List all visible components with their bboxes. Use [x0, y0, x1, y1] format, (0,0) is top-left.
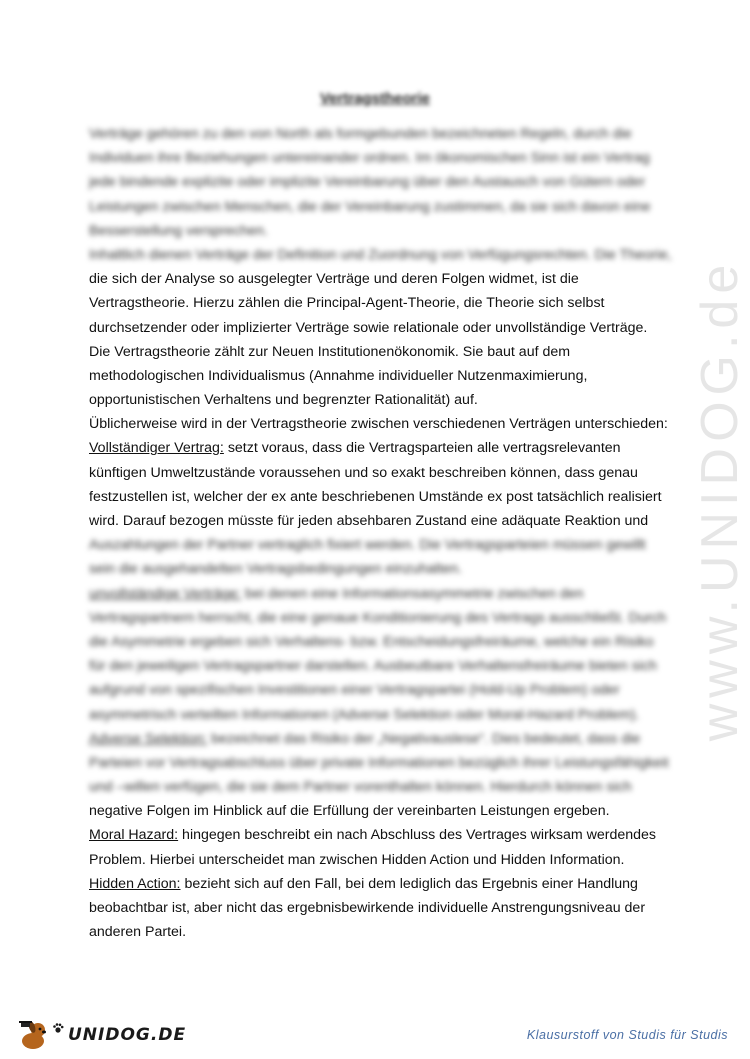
line-text: Besserstellung versprechen.	[89, 222, 269, 239]
dog-logo-icon	[16, 1018, 50, 1052]
text-line	[89, 533, 664, 557]
line-text: die sich der Analyse so ausgelegter Verträge und deren Folgen widmet, ist die	[89, 271, 579, 288]
text-line	[89, 848, 664, 872]
text-line	[89, 485, 664, 509]
text-line	[89, 823, 664, 847]
text-line	[89, 557, 664, 581]
text-line	[89, 582, 664, 606]
line-text: asymmetrisch verteilten Informationen (Adverse Selektion oder Moral-Hazard Problem).	[89, 706, 640, 723]
line-text: negative Folgen im Hinblick auf die Erfüllung der vereinbarten Leistungen ergeben.	[89, 803, 610, 820]
line-text: opportunistischen Verhaltens und begrenzter Rationalität) auf.	[89, 392, 478, 409]
text-line	[89, 388, 664, 412]
line-text: die Asymmetrie ergeben sich Verhaltens- bzw. Entscheidungsfreiräume, welche ein Risiko	[89, 633, 654, 650]
line-text: Verträge gehören zu den von North als formgebunden bezeichneten Regeln, durch die	[89, 126, 632, 142]
text-line	[89, 799, 664, 823]
line-text: sein die ausgehandelten Vertragsbedingungen einzuhalten.	[89, 561, 463, 578]
line-text: Üblicherweise wird in der Vertragstheorie zwischen verschiedenen Verträgen unterschieden:	[89, 416, 668, 433]
text-line	[89, 461, 664, 485]
text-line	[89, 291, 664, 315]
line-text: und –willen verfügen, die sie dem Partner vorenthalten können. Hierdurch können sich	[89, 779, 632, 796]
text-line	[89, 703, 664, 727]
line-text: bezeichnet das Risiko der „Negativauslese“. Dies bedeutet, dass die	[207, 730, 641, 747]
unidog-logo	[16, 1017, 186, 1053]
line-text: Vertragspartnern herrscht, die eine genaue Konditionierung des Vertrags ausschließt. Durch	[89, 609, 667, 626]
term-label: Hidden Action:	[89, 875, 181, 892]
text-line	[89, 775, 664, 799]
text-line	[89, 122, 664, 146]
logo-text: UNIDOG.DE	[68, 1025, 187, 1045]
term-label: Vollständiger Vertrag:	[89, 440, 224, 457]
line-text: Inhaltlich dienen Verträge der Definition und Zuordnung von Verfügungsrechten. Die Theorie,	[89, 246, 672, 263]
text-line	[89, 195, 664, 219]
line-text: setzt voraus, dass die Vertragsparteien alle vertragsrelevanten	[223, 440, 621, 457]
text-line	[89, 920, 664, 944]
text-line	[89, 751, 669, 775]
line-text: jede bindende explizite oder implizite Vereinbarung über den Austausch von Gütern oder	[89, 174, 646, 191]
text-line	[89, 727, 664, 751]
term-label: unvollständige Verträge:	[89, 585, 242, 602]
line-text: Auszahlungen der Partner vertraglich fixiert werden. Die Vertragsparteien müssen gewillt	[89, 537, 646, 554]
footer-slogan: Klausurstoff von Studis für Studis	[526, 1028, 728, 1042]
watermark: www.UNIDOG.de	[691, 258, 749, 742]
line-text: beobachtbar ist, aber nicht das ergebnisbewirkende individuelle Anstrengungsniveau der	[89, 900, 646, 916]
text-line	[89, 316, 664, 340]
line-text: Leistungen zwischen Menschen, die der Vereinbarung zustimmen, da sie sich davon eine	[89, 198, 651, 215]
line-text: Parteien vor Vertragsabschluss über private Informationen bezüglich ihrer Leistungsfähigkeit	[89, 754, 669, 771]
document-title: Vertragstheorie	[319, 90, 431, 107]
term-label: Moral Hazard:	[89, 827, 179, 844]
line-text: hingegen beschreibt ein nach Abschluss des Vertrages wirksam werdendes	[178, 827, 657, 844]
text-line	[89, 606, 667, 630]
text-line	[89, 219, 664, 243]
text-line	[89, 146, 664, 170]
text-line	[89, 654, 664, 678]
line-text: Individuen ihre Beziehungen untereinander ordnen. Im ökonomischen Sinn ist ein Vertrag	[89, 150, 650, 167]
term-label: Adverse Selektion:	[89, 730, 208, 747]
line-text: bei denen eine Informationsasymmetrie zwischen den	[241, 585, 584, 602]
line-text: methodologischen Individualismus (Annahme individueller Nutzenmaximierung,	[89, 367, 588, 384]
text-line	[89, 364, 664, 388]
line-text: anderen Partei.	[89, 924, 187, 941]
text-line	[89, 436, 664, 460]
line-text: wird. Darauf bezogen müsste für jeden absehbaren Zustand eine adäquate Reaktion und	[89, 513, 649, 529]
line-text: für den jeweiligen Vertragspartner darstellen. Ausbeutbare Verhaltensfreiräume bieten sich	[89, 658, 657, 675]
line-text: aufgrund von spezifischen Investitionen einer Vertragspartei (Hold-Up Problem) oder	[89, 682, 620, 699]
line-text: Die Vertragstheorie zählt zur Neuen Institutionenökonomik. Sie baut auf dem	[89, 343, 571, 360]
text-line	[89, 630, 664, 654]
text-line	[89, 509, 664, 533]
text-line	[89, 412, 668, 436]
line-text: künftigen Umweltzustände voraussehen und so exakt beschreiben können, dass genau	[89, 464, 638, 481]
text-line	[89, 243, 672, 267]
line-text: bezieht sich auf den Fall, bei dem lediglich das Ergebnis einer Handlung	[180, 875, 638, 892]
paw-icon	[52, 1022, 64, 1034]
text-line	[89, 896, 664, 920]
text-line	[89, 872, 664, 896]
text-line	[89, 267, 664, 291]
text-line	[89, 340, 664, 364]
text-line	[89, 170, 664, 194]
text-line	[89, 678, 664, 702]
line-text: durchsetzender oder implizierter Verträge sowie relationale oder unvollständige Verträge.	[89, 319, 648, 336]
document-body	[89, 122, 672, 944]
line-text: Vertragstheorie. Hierzu zählen die Principal-Agent-Theorie, die Theorie sich selbst	[89, 295, 605, 312]
line-text: Problem. Hierbei unterscheidet man zwischen Hidden Action und Hidden Information.	[89, 851, 625, 868]
line-text: festzustellen ist, welcher der ex ante beschriebenen Umstände ex post tatsächlich realisiert	[89, 488, 662, 505]
